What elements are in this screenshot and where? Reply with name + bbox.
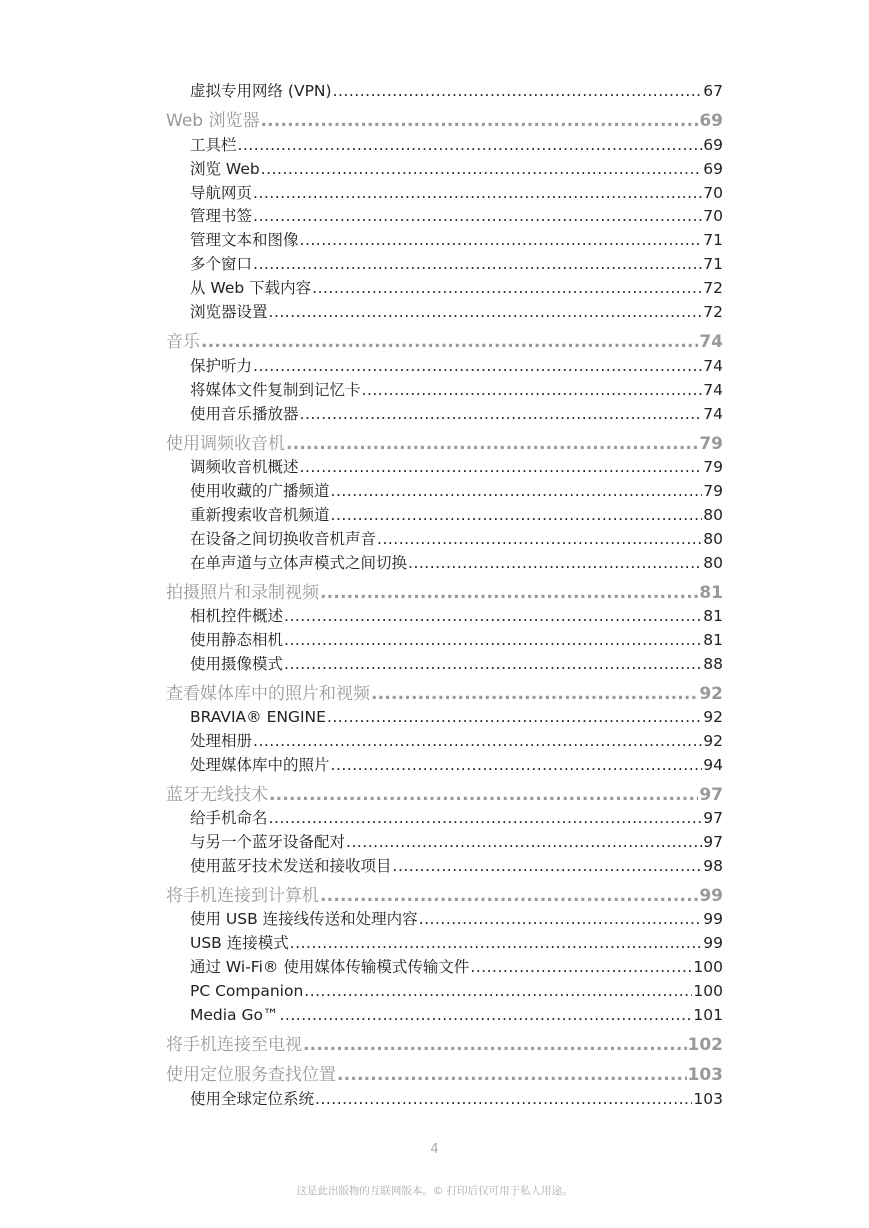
- toc-entry-page: 81: [703, 631, 723, 649]
- toc-entry-page: 81: [703, 607, 723, 625]
- toc-leader-dots: [408, 552, 702, 574]
- toc-entry-page: 99: [703, 934, 723, 952]
- toc-section-entry[interactable]: [166, 432, 723, 456]
- toc-entry[interactable]: [190, 80, 723, 102]
- toc-entry[interactable]: [190, 403, 723, 425]
- toc-entry-title: 在设备之间切换收音机声音: [190, 530, 377, 548]
- toc-entry-page: 74: [699, 332, 723, 352]
- toc-entry-title: 使用静态相机: [190, 631, 284, 649]
- toc-entry[interactable]: [190, 629, 723, 651]
- toc-entry-title: Media Go™: [190, 1006, 279, 1024]
- toc-entry-title: BRAVIA® ENGINE: [190, 708, 326, 726]
- toc-leader-dots: [201, 330, 698, 354]
- toc-leader-dots: [253, 205, 702, 227]
- toc-entry[interactable]: [190, 730, 723, 752]
- toc-entry[interactable]: [190, 956, 723, 978]
- toc-entry-title: 与另一个蓝牙设备配对: [190, 833, 346, 851]
- toc-entry-title: 多个窗口: [190, 255, 253, 273]
- toc-entry-page: 92: [699, 684, 723, 704]
- toc-entry-title: 使用全球定位系统: [190, 1090, 315, 1108]
- toc-entry-page: 71: [703, 255, 723, 273]
- toc-leader-dots: [393, 855, 703, 877]
- toc-entry-title: 处理媒体库中的照片: [190, 756, 330, 774]
- toc-entry-page: 79: [699, 434, 723, 454]
- toc-entry-title: 使用摄像模式: [190, 655, 284, 673]
- toc-entry[interactable]: [190, 754, 723, 776]
- toc-entry-title: 浏览器设置: [190, 303, 268, 321]
- toc-entry[interactable]: [190, 158, 723, 180]
- toc-leader-dots: [346, 831, 702, 853]
- toc-entry-title: 将手机连接至电视: [166, 1035, 302, 1055]
- toc-entry-page: 80: [703, 530, 723, 548]
- toc-section-entry[interactable]: [166, 109, 723, 133]
- toc-leader-dots: [300, 456, 703, 478]
- toc-entry[interactable]: [190, 134, 723, 156]
- toc-entry-page: 102: [687, 1035, 723, 1055]
- toc-entry-title: 导航网页: [190, 184, 253, 202]
- toc-section-entry[interactable]: [166, 783, 723, 807]
- toc-entry-title: 使用收藏的广播频道: [190, 482, 330, 500]
- toc-entry-page: 79: [703, 458, 723, 476]
- toc-entry[interactable]: [190, 229, 723, 251]
- toc-entry-page: 71: [703, 231, 723, 249]
- toc-entry-page: 88: [703, 655, 723, 673]
- toc-entry-title: USB 连接模式: [190, 934, 289, 952]
- toc-entry-page: 101: [693, 1006, 723, 1024]
- toc-entry-title: 重新搜索收音机频道: [190, 506, 330, 524]
- toc-entry-title: 调频收音机概述: [190, 458, 299, 476]
- toc-section-entry[interactable]: [166, 884, 723, 908]
- toc-entry-page: 99: [699, 886, 723, 906]
- toc-entry[interactable]: [190, 253, 723, 275]
- toc-leader-dots: [238, 134, 703, 156]
- toc-entry-title: 保护听力: [190, 357, 253, 375]
- toc-entry[interactable]: [190, 807, 723, 829]
- toc-leader-dots: [419, 908, 703, 930]
- toc-leader-dots: [331, 504, 703, 526]
- toc-entry[interactable]: [190, 277, 723, 299]
- toc-leader-dots: [269, 783, 698, 807]
- toc-entry-title: 蓝牙无线技术: [166, 785, 268, 805]
- toc-entry-title: 在单声道与立体声模式之间切换: [190, 554, 408, 572]
- toc-leader-dots: [290, 932, 703, 954]
- toc-entry-page: 103: [687, 1065, 723, 1085]
- toc-leader-dots: [269, 807, 703, 829]
- toc-leader-dots: [284, 653, 702, 675]
- toc-entry[interactable]: [190, 182, 723, 204]
- toc-entry-title: 通过 Wi-Fi® 使用媒体传输模式传输文件: [190, 958, 470, 976]
- toc-entry-page: 99: [703, 910, 723, 928]
- toc-entry[interactable]: [190, 908, 723, 930]
- toc-leader-dots: [315, 1088, 692, 1110]
- toc-entry-page: 94: [703, 756, 723, 774]
- toc-entry-title: 使用定位服务查找位置: [166, 1065, 336, 1085]
- toc-entry-page: 100: [693, 958, 723, 976]
- toc-leader-dots: [253, 253, 702, 275]
- toc-leader-dots: [261, 158, 703, 180]
- toc-leader-dots: [303, 1033, 687, 1057]
- toc-section-entry[interactable]: [166, 1033, 723, 1057]
- toc-entry[interactable]: [190, 1088, 723, 1110]
- toc-entry-page: 74: [703, 357, 723, 375]
- toc-entry[interactable]: [190, 1004, 723, 1026]
- toc-entry-page: 81: [699, 583, 723, 603]
- toc-entry-title: 相机控件概述: [190, 607, 284, 625]
- toc-leader-dots: [286, 432, 698, 456]
- toc-section-entry[interactable]: [166, 682, 723, 706]
- toc-leader-dots: [284, 605, 702, 627]
- toc-entry-title: 使用蓝牙技术发送和接收项目: [190, 857, 392, 875]
- toc-leader-dots: [320, 884, 698, 908]
- toc-entry-title: 使用 USB 连接线传送和处理内容: [190, 910, 418, 928]
- toc-leader-dots: [284, 629, 702, 651]
- toc-entry-title: Web 浏览器: [166, 111, 260, 131]
- toc-entry-page: 103: [693, 1090, 723, 1108]
- toc-entry-page: 69: [703, 160, 723, 178]
- toc-entry-title: 处理相册: [190, 732, 253, 750]
- toc-leader-dots: [331, 754, 703, 776]
- toc-entry-title: 将手机连接到计算机: [166, 886, 319, 906]
- toc-leader-dots: [253, 182, 702, 204]
- toc-entry-page: 67: [703, 82, 723, 100]
- toc-entry[interactable]: [190, 855, 723, 877]
- toc-entry-title: 给手机命名: [190, 809, 268, 827]
- toc-section-entry[interactable]: [166, 1063, 723, 1087]
- toc-entry-title: 浏览 Web: [190, 160, 260, 178]
- toc-entry-page: 72: [703, 303, 723, 321]
- toc-leader-dots: [312, 277, 702, 299]
- toc-entry-page: 100: [693, 982, 723, 1000]
- toc-entry-page: 97: [703, 809, 723, 827]
- toc-entry-title: 使用调频收音机: [166, 434, 285, 454]
- toc-entry[interactable]: [190, 528, 723, 550]
- page-number: 4: [430, 1142, 439, 1157]
- toc-entry-page: 74: [703, 405, 723, 423]
- toc-leader-dots: [300, 229, 703, 251]
- toc-entry[interactable]: [190, 379, 723, 401]
- footer-note: 这是此出版物的互联网版本。© 打印后仅可用于私人用途。: [296, 1185, 573, 1197]
- toc-entry-page: 70: [703, 207, 723, 225]
- toc-entry-title: 从 Web 下载内容: [190, 279, 312, 297]
- toc-entry-page: 69: [699, 111, 723, 131]
- toc-entry-title: 查看媒体库中的照片和视频: [166, 684, 370, 704]
- toc-entry-title: 工具栏: [190, 136, 237, 154]
- toc-entry-title: 拍摄照片和录制视频: [166, 583, 319, 603]
- toc-entry[interactable]: [190, 653, 723, 675]
- toc-entry-page: 80: [703, 506, 723, 524]
- toc-entry[interactable]: [190, 301, 723, 323]
- toc-entry[interactable]: [190, 205, 723, 227]
- toc-leader-dots: [470, 956, 692, 978]
- toc-leader-dots: [253, 730, 702, 752]
- toc-entry-title: 管理书签: [190, 207, 253, 225]
- toc-leader-dots: [331, 480, 703, 502]
- toc-leader-dots: [371, 682, 698, 706]
- toc-entry[interactable]: [190, 706, 723, 728]
- toc-section-entry[interactable]: [166, 330, 723, 354]
- toc-leader-dots: [337, 1063, 687, 1087]
- toc-leader-dots: [362, 379, 703, 401]
- toc-entry-page: 80: [703, 554, 723, 572]
- toc-entry-page: 97: [703, 833, 723, 851]
- toc-entry-page: 97: [699, 785, 723, 805]
- toc-entry-title: PC Companion: [190, 982, 304, 1000]
- toc-entry-page: 72: [703, 279, 723, 297]
- toc-section-entry[interactable]: [166, 581, 723, 605]
- toc-entry[interactable]: [190, 456, 723, 478]
- toc-leader-dots: [269, 301, 703, 323]
- toc-entry-page: 92: [703, 732, 723, 750]
- toc-entry-page: 74: [703, 381, 723, 399]
- toc-entry-title: 管理文本和图像: [190, 231, 299, 249]
- toc-entry[interactable]: [190, 831, 723, 853]
- toc-leader-dots: [377, 528, 702, 550]
- toc-entry[interactable]: [190, 552, 723, 574]
- toc-entry[interactable]: [190, 605, 723, 627]
- toc-entry[interactable]: [190, 355, 723, 377]
- toc-leader-dots: [300, 403, 703, 425]
- toc-leader-dots: [333, 80, 703, 102]
- toc-entry-title: 使用音乐播放器: [190, 405, 299, 423]
- toc-leader-dots: [279, 1004, 692, 1026]
- toc-entry[interactable]: [190, 932, 723, 954]
- toc-entry[interactable]: [190, 480, 723, 502]
- toc-entry-page: 69: [703, 136, 723, 154]
- toc-entry-page: 98: [703, 857, 723, 875]
- toc-leader-dots: [253, 355, 702, 377]
- toc-entry-title: 虚拟专用网络 (VPN): [190, 82, 332, 100]
- toc-leader-dots: [320, 581, 698, 605]
- toc-leader-dots: [260, 109, 698, 133]
- toc-entry-title: 将媒体文件复制到记忆卡: [190, 381, 361, 399]
- toc-entry[interactable]: [190, 980, 723, 1002]
- toc-entry-page: 70: [703, 184, 723, 202]
- toc-entry-page: 92: [703, 708, 723, 726]
- toc-leader-dots: [304, 980, 692, 1002]
- toc-leader-dots: [327, 706, 702, 728]
- toc-entry[interactable]: [190, 504, 723, 526]
- toc-entry-title: 音乐: [166, 332, 200, 352]
- toc-entry-page: 79: [703, 482, 723, 500]
